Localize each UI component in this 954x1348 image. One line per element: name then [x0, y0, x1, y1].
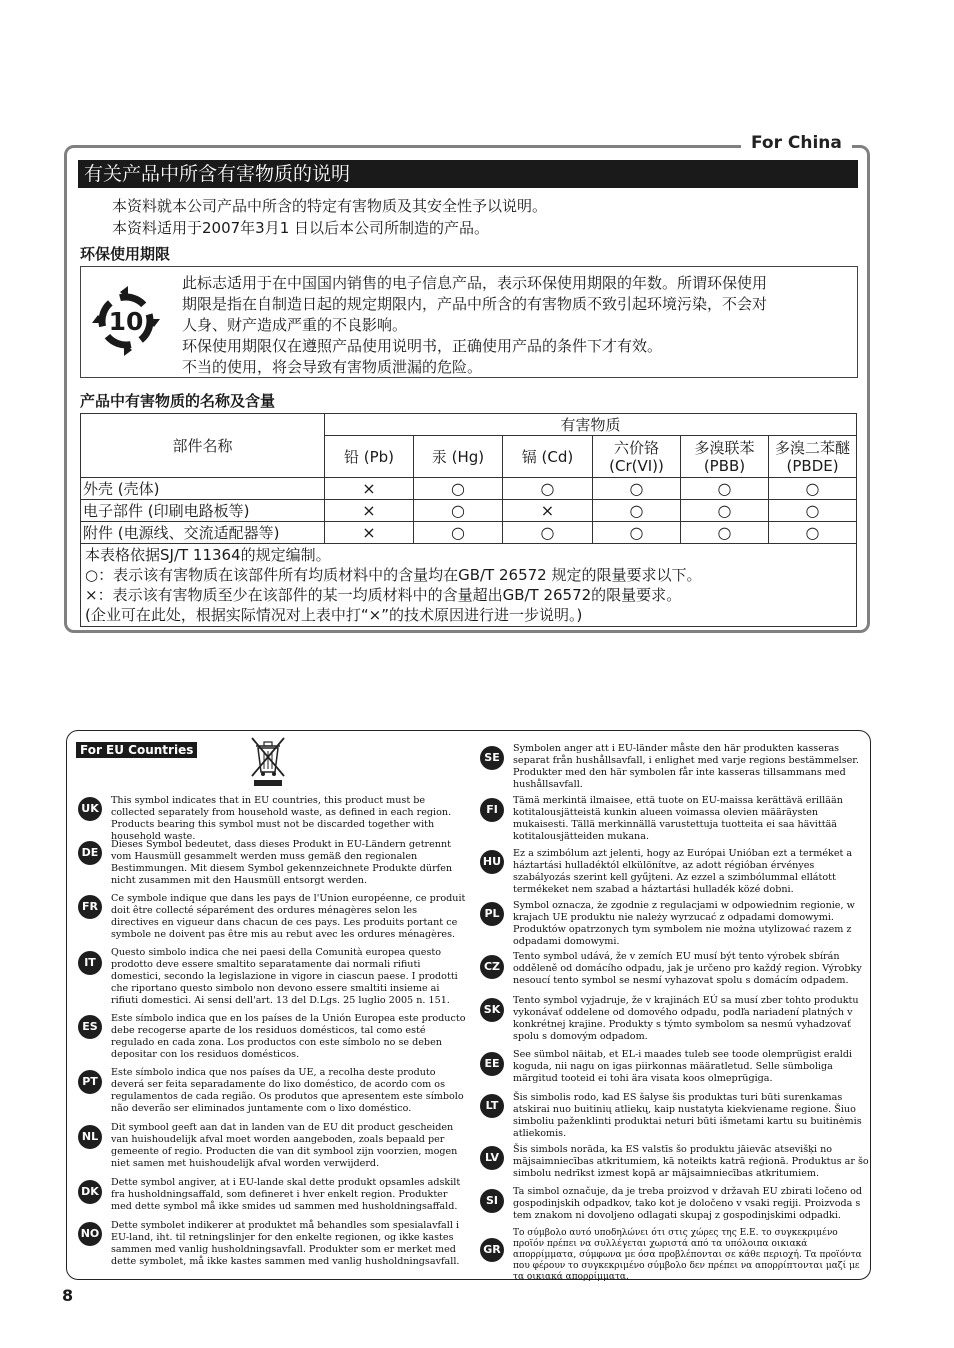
epup-line: 期限是指在自制造日起的规定期限内，产品中所含的有害物质不致引起环境污染，不会对 — [182, 295, 768, 313]
disposal-text-no: Dette symbolet indikerer at produktet må behandles som spesialavfall i EU-land, iht. til retningslinjer for den enkelte regionen, og ikke kastes sammen med vanlig husholdningsavfall. Produkter som er merket med dette symbolet, må ikke kastes sammen med vanlig husholdningsavfall. — [111, 1220, 460, 1267]
cell-value: ○ — [593, 500, 681, 522]
china-title: 有关产品中所含有害物质的说明 — [78, 160, 858, 188]
part-name: 外壳 (壳体) — [81, 478, 325, 500]
cell-value: × — [503, 500, 593, 522]
table-heading: 产品中有害物质的名称及含量 — [80, 392, 276, 410]
table-row — [81, 500, 857, 522]
epup-line: 不当的使用，将会导致有害物质泄漏的危险。 — [182, 358, 483, 376]
cell-value: ○ — [593, 522, 681, 544]
disposal-text-sk: Tento symbol vyjadruje, že v krajinách EÚ sa musí zber tohto produktu vykonávať oddelene od domového odpadu, podľa nariadení platných v konkrétnej krajine. Produkty s týmto symbolom sa nesmú vyhadzovať spolu s domovým odpadom. — [513, 995, 859, 1042]
epup-logo-number: 10 — [108, 307, 144, 336]
intro-line: 本资料适用于2007年3月1 日以后本公司所制造的产品。 — [112, 219, 490, 237]
country-code-dk: DK — [78, 1180, 102, 1204]
part-name: 附件 (电源线、交流适配器等) — [81, 522, 325, 544]
country-code-fi: FI — [480, 798, 504, 822]
disposal-text-pt: Este símbolo indica que nos países da UE, a recolha deste produto deverá ser feita separadamente do lixo doméstico, de acordo com os regulamentos de cada região. Os produtos que apresentem este símbolo não deverão ser eliminados juntamente com o lixo doméstico. — [111, 1067, 464, 1114]
country-code-lv: LV — [480, 1146, 504, 1170]
cell-value: ○ — [769, 478, 857, 500]
country-code-no: NO — [78, 1222, 102, 1246]
disposal-text-es: Este símbolo indica que en los países de la Unión Europea este producto debe recogerse aparte de los residuos domésticos, tal como esté regulado en cada zona. Los productos con este símbolo no se deben depositar con los residuos domésticos. — [111, 1013, 466, 1060]
disposal-text-si: Ta simbol označuje, da je treba proizvod v državah EU zbirati ločeno od gospodinjskih odpadkov, tako kot je določeno v vsaki regiji. Proizvoda s tem znakom ni dovoljeno odlagati skupaj z gospodinjskimi odpadki. — [513, 1186, 863, 1221]
col-header-cd: 镉 (Cd) — [503, 436, 593, 478]
epup-line: 此标志适用于在中国国内销售的电子信息产品，表示环保使用期限的年数。所谓环保使用 — [182, 274, 768, 292]
crossed-out-bin-icon — [250, 736, 286, 788]
epup-text — [182, 273, 852, 378]
cell-value: ○ — [414, 522, 503, 544]
cell-value: ○ — [681, 500, 769, 522]
epup-10-icon — [90, 285, 162, 357]
col-header-hg: 汞 (Hg) — [414, 436, 503, 478]
disposal-text-hu: Ez a szimbólum azt jelenti, hogy az Európai Unióban ezt a terméket a háztartási hulladéktól elkülönítve, az adott régióban érvényes szabályozás szerint kell gyűjteni. Az ezzel a szimbólummal ellátott termékeket nem szabad a háztartási hulladék közé dobni. — [513, 848, 853, 895]
disposal-text-fi: Tämä merkintä ilmaisee, että tuote on EU-maissa kerättävä erillään kotitalousjätteistä kunkin alueen voimassa olevien määräysten mukaisesti. Tällä merkinnällä varustettuja tuotteita ei saa hävittää kotitalousjätteiden mukana. — [513, 795, 843, 842]
table-row — [81, 478, 857, 500]
country-code-cz: CZ — [480, 955, 504, 979]
disposal-text-ee: See sümbol näitab, et EL-i maades tuleb see toode olemprügist eraldi koguda, nii nagu on igas piirkonnas määratletud. Selle sümboliga märgitud tooteid ei tohi ära visata koos olmeprügiga. — [513, 1049, 853, 1084]
country-code-lt: LT — [480, 1094, 504, 1118]
note-line: (企业可在此处，根据实际情况对上表中打“×”的技术原因进行进一步说明。) — [85, 606, 583, 624]
country-code-hu: HU — [480, 850, 504, 874]
cell-value: × — [325, 500, 414, 522]
disposal-text-gr: Το σύμβολο αυτό υποδηλώνει ότι στις χώρες της Ε.Ε. το συγκεκριμένο προϊόν πρέπει να συλλέγεται χωριστά από τα υπόλοιπα οικιακά απορρίμματα, σύμφωνα με όσα προβλέπονται σε κάθε περιοχή. Τα προϊόντα που φέρουν το συγκεκριμένο σύμβολο δεν πρέπει να απορρίπτονται μαζί με τα οικιακά απορρίμματα. — [513, 1228, 862, 1282]
country-code-nl: NL — [78, 1125, 102, 1149]
country-code-se: SE — [480, 746, 504, 770]
country-code-pt: PT — [78, 1070, 102, 1094]
note-line: ○：表示该有害物质在该部件所有均质材料中的含量均在GB/T 26572 规定的限量要求以下。 — [85, 566, 702, 584]
cell-value: × — [325, 478, 414, 500]
country-code-sk: SK — [480, 998, 504, 1022]
epup-heading: 环保使用期限 — [80, 245, 171, 263]
substance-group-header: 有害物质 — [325, 414, 857, 436]
cell-value: ○ — [769, 500, 857, 522]
disposal-text-uk: This symbol indicates that in EU countries, this product must be collected separately from household waste, as defined in each region. Products bearing this symbol must not be discarded together with household waste. — [111, 795, 452, 842]
disposal-text-cz: Tento symbol udává, že v zemích EU musí být tento výrobek sbírán odděleně od domácího odpadu, jak je určeno pro každý region. Výrobky nesoucí tento symbol se nesmí vyhazovat spolu s domácím odpadem. — [513, 951, 862, 986]
country-code-it: IT — [78, 951, 102, 975]
disposal-text-pl: Symbol oznacza, że zgodnie z regulacjami w odpowiednim regionie, w krajach UE produktu nie należy wyrzucać z odpadami domowymi. Produktów opatrzonych tym symbolem nie można utylizować razem z odpadami domowymi. — [513, 900, 855, 947]
cell-value: ○ — [503, 522, 593, 544]
cell-value: ○ — [769, 522, 857, 544]
table-row — [81, 522, 857, 544]
country-code-si: SI — [480, 1189, 504, 1213]
disposal-text-se: Symbolen anger att i EU-länder måste den här produkten kasseras separat från hushållsavfall, i enlighet med varje regions bestämmelser. Produkter med den här symbolen får inte kasseras tillsammans med hushållsavfall. — [513, 743, 859, 790]
disposal-text-lt: Šis simbolis rodo, kad ES šalyse šis produktas turi būti surenkamas atskirai nuo buitinių atliekų, kaip nustatyta kiekviename regione. Šiuo simboliu paženklinti produktai neturi būti išmetami kartu su buitinėmis atliekomis. — [513, 1092, 862, 1139]
cell-value: ○ — [593, 478, 681, 500]
country-code-es: ES — [78, 1015, 102, 1039]
country-code-ee: EE — [480, 1052, 504, 1076]
country-code-uk: UK — [78, 797, 102, 821]
page-number: 8 — [62, 1286, 74, 1305]
note-line: ×：表示该有害物质至少在该部件的某一均质材料中的含量超出GB/T 26572的限量要求。 — [85, 586, 682, 604]
disposal-text-fr: Ce symbole indique que dans les pays de l'Union européenne, ce produit doit être collecté séparément des ordures ménagères selon les directives en vigueur dans chacun de ces pays. Les produits portant ce symbole ne doivent pas être mis au rebut avec les ordures ménagères. — [111, 893, 466, 940]
disposal-text-it: Questo simbolo indica che nei paesi della Comunità europea questo prodotto deve essere smaltito separatamente dai normali rifiuti domestici, secondo la legislazione in vigore in ciascun paese. I prodotti che riportano questo simbolo non devono essere smaltiti insieme ai rifiuti domestici. Ai sensi dell'art. 13 del D.Lgs. 25 luglio 2005 n. 151. — [111, 947, 458, 1006]
epup-line: 环保使用期限仅在遵照产品使用说明书，正确使用产品的条件下才有效。 — [182, 337, 663, 355]
col-header-pbb: 多溴联苯 (PBB) — [681, 436, 769, 478]
cell-value: ○ — [414, 500, 503, 522]
eu-title: For EU Countries — [76, 742, 197, 758]
cell-value: × — [325, 522, 414, 544]
col-header-pb: 铅 (Pb) — [325, 436, 414, 478]
china-intro — [112, 195, 547, 239]
disposal-text-de: Dieses Symbol bedeutet, dass dieses Produkt in EU-Ländern getrennt vom Hausmüll gesammelt werden muss gemäß den regionalen Bestimmungen. Mit diesem Symbol gekennzeichnete Produkte dürfen nicht zusammen mit den Hausmüll entsorgt werden. — [111, 839, 453, 886]
country-code-de: DE — [78, 841, 102, 865]
disposal-text-nl: Dit symbool geeft aan dat in landen van de EU dit product gescheiden van huishoudelijk afval moet worden aangeboden, zoals bepaald per gemeente of regio. Producten die van dit symbool zijn voorzien, mogen niet samen met huishoudelijk afval worden verwijderd. — [111, 1122, 458, 1169]
intro-line: 本资料就本公司产品中所含的特定有害物质及其安全性予以说明。 — [112, 197, 548, 215]
disposal-text-lv: Šis simbols norāda, ka ES valstīs šo produktu jāievāc atsevišķi no mājsaimniecības atkritumiem, kā noteikts katrā reģionā. Produktus ar šo simbolu nedrīkst izmest kopā ar mājsaimniecības atkritumiem. — [513, 1144, 869, 1179]
disposal-text-dk: Dette symbol angiver, at i EU-lande skal dette produkt opsamles adskilt fra husholdningsaffald, som defineret i hver enkelt region. Produkter med dette symbol må ikke smides ud sammen med husholdningsaffald. — [111, 1177, 461, 1212]
epup-line: 人身、财产造成严重的不良影响。 — [182, 316, 408, 334]
table-notes — [81, 544, 857, 627]
country-code-fr: FR — [78, 895, 102, 919]
country-code-gr: GR — [480, 1238, 504, 1262]
cell-value: ○ — [414, 478, 503, 500]
col-header-pbde: 多溴二苯醚 (PBDE) — [769, 436, 857, 478]
part-name-header: 部件名称 — [81, 414, 325, 478]
cell-value: ○ — [503, 478, 593, 500]
china-tag: For China — [741, 133, 852, 153]
col-header-cr: 六价铬 (Cr(VI)) — [593, 436, 681, 478]
country-code-pl: PL — [480, 902, 504, 926]
cell-value: ○ — [681, 478, 769, 500]
hazardous-substance-table — [80, 413, 857, 627]
cell-value: ○ — [681, 522, 769, 544]
note-line: 本表格依据SJ/T 11364的规定编制。 — [85, 546, 331, 564]
part-name: 电子部件 (印刷电路板等) — [81, 500, 325, 522]
